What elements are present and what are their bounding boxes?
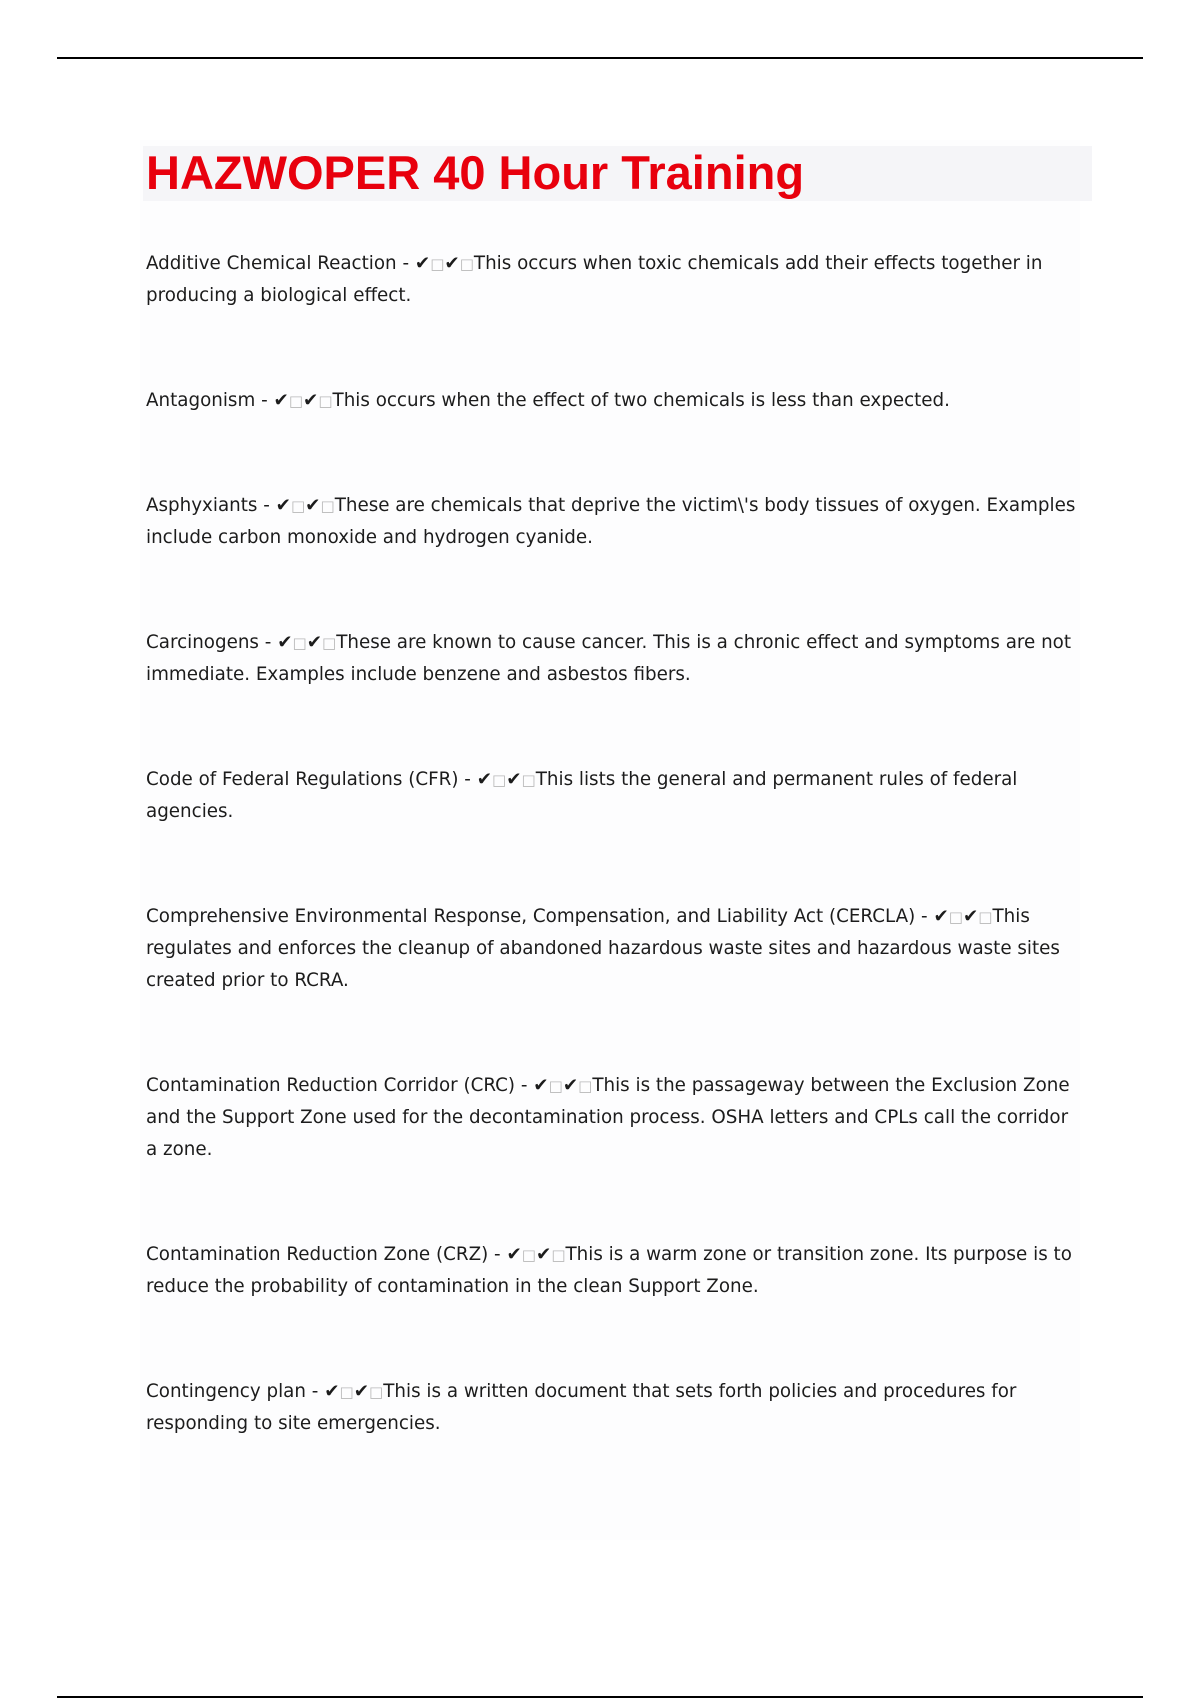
box-glyph-icon: □ [322, 634, 337, 652]
glossary-term: Antagonism [146, 390, 256, 411]
glossary-entry [146, 901, 1081, 997]
glossary-term: Contamination Reduction Corridor (CRC) [146, 1075, 516, 1096]
check-mark-icon: ✔ [506, 769, 522, 790]
glossary-definition: These are chemicals that deprive the victim\'s body tissues of oxygen. Examples include carbon monoxide and hydrogen cyanide. [146, 495, 1076, 548]
box-glyph-icon: □ [292, 634, 307, 652]
check-mark-icon: ✔ [476, 769, 493, 790]
box-glyph-icon: □ [290, 497, 306, 515]
glossary-list [146, 248, 1081, 1440]
glossary-term: Comprehensive Environmental Response, Compensation, and Liability Act (CERCLA) [146, 906, 916, 927]
glossary-entry [146, 1070, 1081, 1166]
box-glyph-icon: □ [521, 771, 536, 789]
check-mark-icon: ✔ [303, 390, 319, 411]
bottom-rule [57, 1696, 1143, 1698]
glossary-definition: These are known to cause cancer. This is a chronic effect and symptoms are not immediate. Examples include benzene and asbestos fibers. [146, 632, 1072, 685]
box-glyph-icon: □ [578, 1077, 593, 1095]
top-rule [57, 57, 1143, 59]
term-separator: - [915, 906, 934, 927]
box-glyph-icon: □ [492, 771, 507, 789]
glossary-entry [146, 490, 1081, 554]
box-glyph-icon: □ [430, 255, 445, 273]
glossary-definition: This is the passageway between the Exclusion Zone and the Support Zone used for the decontamination process. OSHA letters and CPLs call the corridor a zone. [146, 1075, 1070, 1160]
check-mark-icon: ✔ [962, 906, 979, 927]
glossary-definition: This regulates and enforces the cleanup of abandoned hazardous waste sites and hazardous waste sites created prior to RCRA. [146, 906, 1060, 991]
glossary-definition: This lists the general and permanent rules of federal agencies. [146, 769, 1018, 822]
box-glyph-icon: □ [318, 392, 333, 410]
glossary-entry [146, 385, 1081, 417]
glossary-term: Code of Federal Regulations (CFR) [146, 769, 459, 790]
glossary-entry [146, 627, 1081, 691]
glossary-definition: This occurs when toxic chemicals add their effects together in producing a biological effect. [146, 253, 1043, 306]
term-separator: - [258, 632, 278, 653]
term-separator: - [488, 1244, 507, 1265]
check-mark-icon: ✔ [414, 253, 431, 274]
check-mark-icon: ✔ [506, 1244, 522, 1265]
check-mark-icon: ✔ [533, 1075, 549, 1096]
check-mark-icon: ✔ [305, 495, 321, 516]
box-glyph-icon: □ [521, 1246, 536, 1264]
glossary-term: Contingency plan [146, 1381, 306, 1402]
glossary-entry [146, 764, 1081, 828]
check-mark-icon: ✔ [562, 1075, 579, 1096]
box-glyph-icon: □ [459, 255, 474, 273]
check-mark-icon: ✔ [273, 390, 289, 411]
glossary-term: Asphyxiants [146, 495, 258, 516]
glossary-term: Carcinogens [146, 632, 259, 653]
check-mark-icon: ✔ [444, 253, 460, 274]
glossary-term: Contamination Reduction Zone (CRZ) [146, 1244, 489, 1265]
term-separator: - [255, 390, 274, 411]
glossary-definition: This is a written document that sets forth policies and procedures for responding to site emergencies. [146, 1381, 1017, 1434]
term-separator: - [305, 1381, 325, 1402]
glossary-entry [146, 1239, 1081, 1303]
document-title: HAZWOPER 40 Hour Training [146, 146, 805, 199]
glossary-entry [146, 248, 1081, 312]
box-glyph-icon: □ [548, 1077, 563, 1095]
term-separator: - [396, 253, 415, 274]
check-mark-icon: ✔ [277, 632, 293, 653]
glossary-term: Additive Chemical Reaction [146, 253, 397, 274]
check-mark-icon: ✔ [933, 906, 949, 927]
box-glyph-icon: □ [551, 1246, 566, 1264]
term-separator: - [458, 769, 477, 790]
box-glyph-icon: □ [339, 1383, 354, 1401]
check-mark-icon: ✔ [353, 1381, 370, 1402]
check-mark-icon: ✔ [306, 632, 323, 653]
check-mark-icon: ✔ [535, 1244, 552, 1265]
check-mark-icon: ✔ [275, 495, 291, 516]
box-glyph-icon: □ [978, 908, 993, 926]
glossary-definition: This occurs when the effect of two chemicals is less than expected. [332, 390, 950, 411]
box-glyph-icon: □ [320, 497, 335, 515]
term-separator: - [257, 495, 276, 516]
glossary-definition: This is a warm zone or transition zone. Its purpose is to reduce the probability of contamination in the clean Support Zone. [146, 1244, 1072, 1297]
box-glyph-icon: □ [948, 908, 963, 926]
box-glyph-icon: □ [288, 392, 304, 410]
term-separator: - [515, 1075, 534, 1096]
box-glyph-icon: □ [369, 1383, 384, 1401]
check-mark-icon: ✔ [324, 1381, 340, 1402]
glossary-entry [146, 1376, 1081, 1440]
